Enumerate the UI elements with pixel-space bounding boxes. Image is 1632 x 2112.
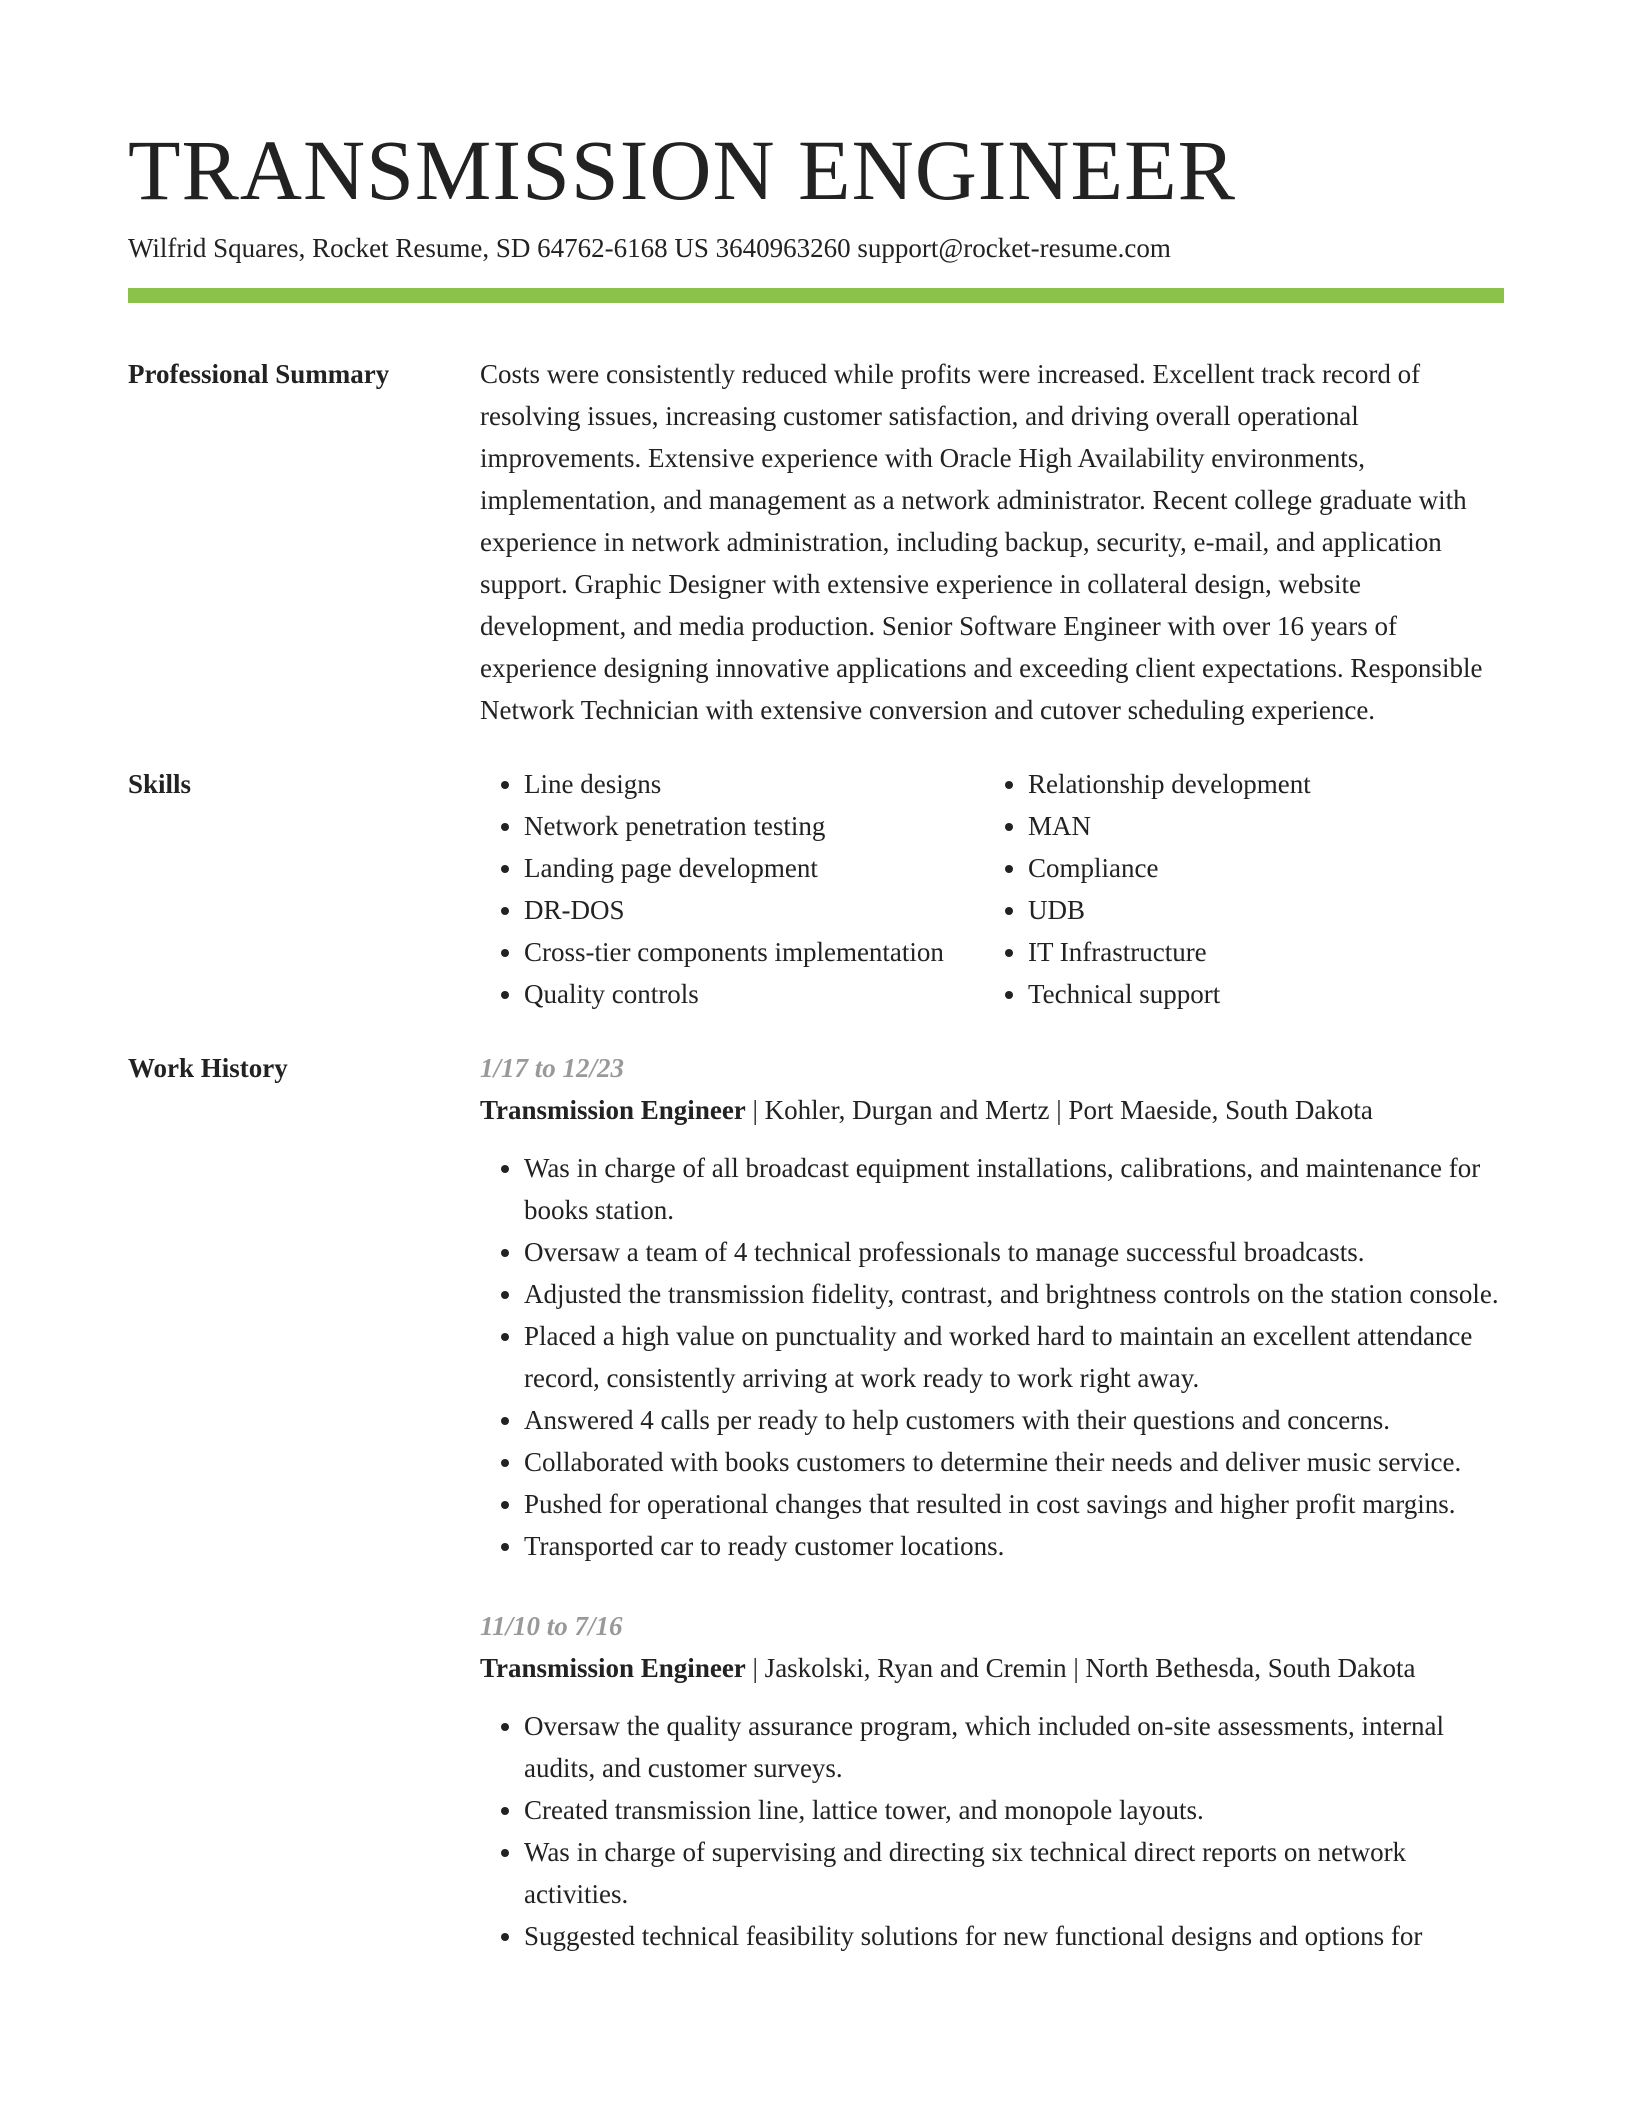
job-bullet: • Adjusted the transmission fidelity, contrast, and brightness controls on the station console. — [524, 1273, 1504, 1315]
job-bullet: • Placed a high value on punctuality and worked hard to maintain an excellent attendance record, consistently arriving at work ready to work right away. — [524, 1315, 1504, 1399]
skill-item: • Landing page development — [524, 847, 984, 889]
job-dates: 11/10 to 7/16 — [480, 1611, 623, 1641]
job-bullets — [480, 1147, 1504, 1567]
job-employer-location: | Kohler, Durgan and Mertz | Port Maeside, South Dakota — [745, 1095, 1373, 1125]
job-bullet: • Oversaw the quality assurance program, which included on-site assessments, internal audits, and customer surveys. — [524, 1705, 1504, 1789]
resume-title: TRANSMISSION ENGINEER — [128, 122, 1236, 218]
work-history-section — [128, 1047, 1504, 1995]
job-bullet: • Was in charge of supervising and directing six technical direct reports on network activities. — [524, 1831, 1504, 1915]
job-dates: 1/17 to 12/23 — [480, 1053, 625, 1083]
job-bullet: • Oversaw a team of 4 technical professionals to manage successful broadcasts. — [524, 1231, 1504, 1273]
job-bullet: • Pushed for operational changes that resulted in cost savings and higher profit margins. — [524, 1483, 1504, 1525]
skills-list-column-2 — [984, 763, 1311, 1015]
job-bullet: • Suggested technical feasibility solutions for new functional designs and options for — [524, 1915, 1504, 1957]
job-bullets — [480, 1705, 1504, 1957]
job-title: Transmission Engineer — [480, 1653, 746, 1683]
skills-section — [128, 763, 1504, 1015]
job-bullet: • Transported car to ready customer locations. — [524, 1525, 1504, 1567]
job-title: Transmission Engineer — [480, 1095, 746, 1125]
skill-item: • Network penetration testing — [524, 805, 984, 847]
skill-item: • Line designs — [524, 763, 984, 805]
contact-line: Wilfrid Squares, Rocket Resume, SD 64762-6168 US 3640963260 support@rocket-resume.com — [128, 233, 1171, 263]
summary-heading: Professional Summary — [128, 359, 390, 389]
resume-page — [128, 120, 1504, 1995]
skill-item: • Relationship development — [1028, 763, 1311, 805]
skill-item: • UDB — [1028, 889, 1311, 931]
job-entry — [480, 1047, 1504, 1567]
skill-item: • DR-DOS — [524, 889, 984, 931]
job-bullet: • Created transmission line, lattice tower, and monopole layouts. — [524, 1789, 1504, 1831]
job-bullet: • Was in charge of all broadcast equipment installations, calibrations, and maintenance for books station. — [524, 1147, 1504, 1231]
job-bullet: • Collaborated with books customers to determine their needs and deliver music service. — [524, 1441, 1504, 1483]
skills-list-column-1 — [480, 763, 984, 1015]
job-heading — [480, 1647, 1504, 1689]
accent-divider — [128, 288, 1504, 303]
job-entry — [480, 1605, 1504, 1957]
job-employer-location: | Jaskolski, Ryan and Cremin | North Bethesda, South Dakota — [745, 1653, 1416, 1683]
skill-item: • Quality controls — [524, 973, 984, 1015]
skill-item: • Technical support — [1028, 973, 1311, 1015]
summary-text: Costs were consistently reduced while profits were increased. Excellent track record of resolving issues, increasing customer satisfaction, and driving overall operational improvements. Extensive experience with Oracle High Availability environments, implementation, and management as a network administrator. Recent college graduate with experience in network administration, including backup, security, e-mail, and application support. Graphic Designer with extensive experience in collateral design, website development, and media production. Senior Software Engineer with over 16 years of experience designing innovative applications and exceeding client expectations. Responsible Network Technician with extensive conversion and cutover scheduling experience. — [480, 359, 1483, 725]
skill-item: • Cross-tier components implementation — [524, 931, 984, 973]
job-bullet: • Answered 4 calls per ready to help customers with their questions and concerns. — [524, 1399, 1504, 1441]
skills-heading: Skills — [128, 769, 192, 799]
skill-item: • Compliance — [1028, 847, 1311, 889]
skill-item: • MAN — [1028, 805, 1311, 847]
job-heading — [480, 1089, 1504, 1131]
work-history-heading: Work History — [128, 1053, 288, 1083]
summary-section — [128, 353, 1504, 731]
skill-item: • IT Infrastructure — [1028, 931, 1311, 973]
